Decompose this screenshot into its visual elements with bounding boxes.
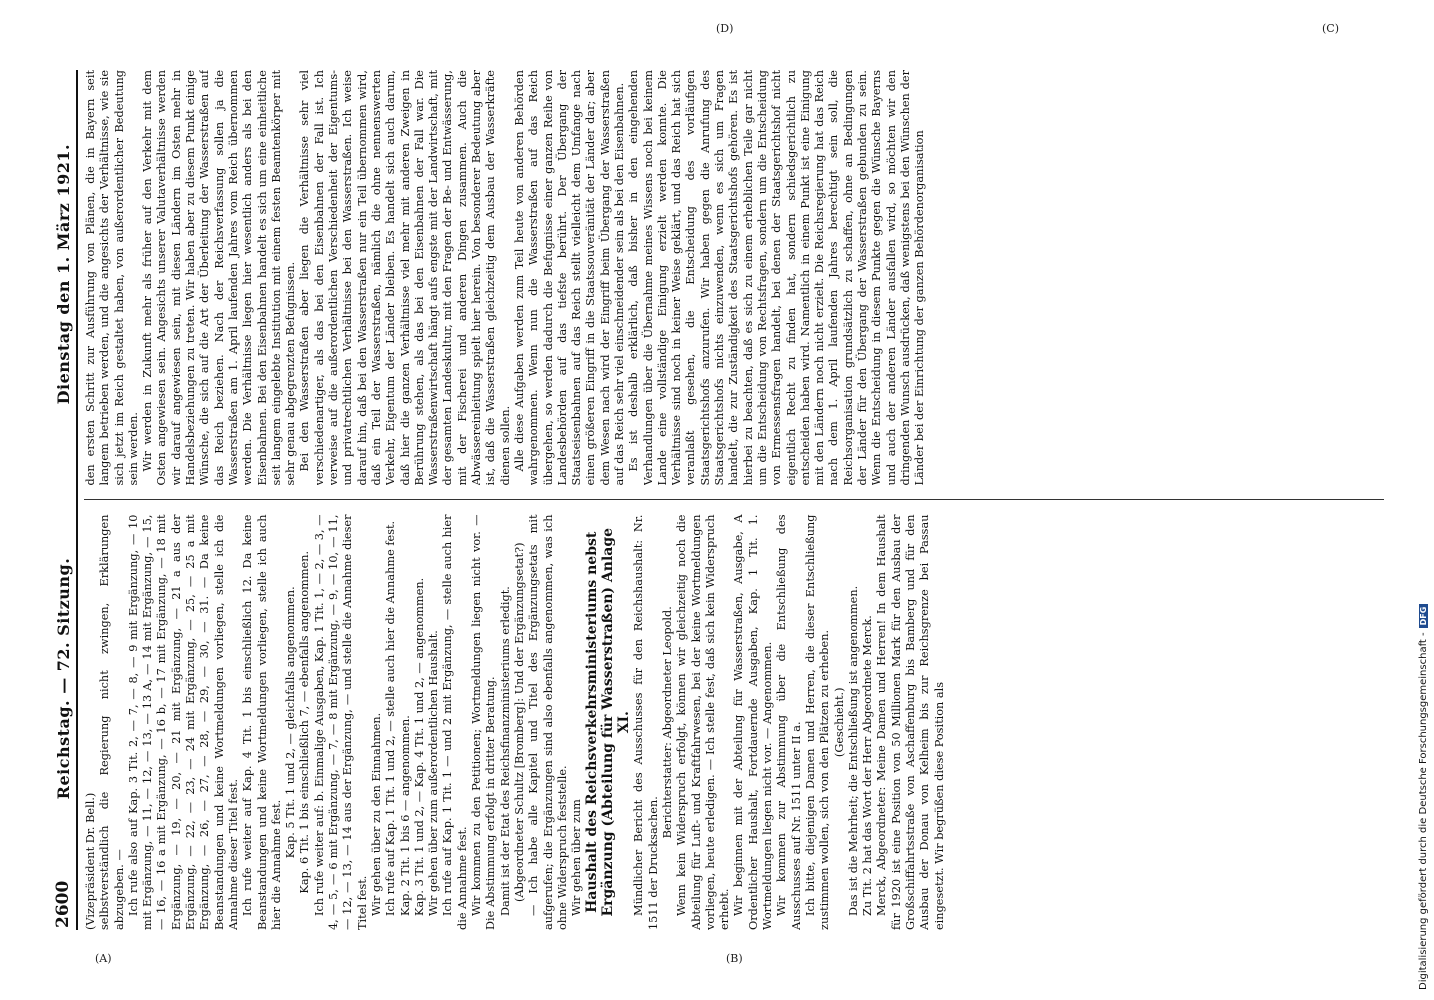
paragraph: Wir gehen über zum außerordentlichen Haushalt. xyxy=(427,630,441,916)
margin-mark-c: (C) xyxy=(1322,22,1339,35)
column-right xyxy=(84,70,1384,486)
interjection: (Abgeordneter Schultz [Bromberg]: Und der Ergänzungsetat?) xyxy=(512,542,526,903)
paragraph: Kap. 6 Tit. 1 bis einschließlich 7, — ebenfalls angenommen. xyxy=(298,550,312,894)
paragraph: Kap. 3 Tit. 1 und 2, — Kap. 4 Tit. 1 und 2, — angenommen. xyxy=(412,577,426,916)
paragraph: Wir gehen über zu den Einnahmen. xyxy=(369,712,383,916)
dfg-logo: DFG xyxy=(1419,604,1428,629)
paragraph: Wenn kein Widerspruch erfolgt, können wir gleichzeitig noch die Abteilung für Luft- und Kraftfahrwesen, bei der keine Wortmeldungen vorliegen, heute erledigen. — Ich stelle fest, daß sich kein Widerspruch erhebt. xyxy=(675,514,732,930)
paragraph: den ersten Schritt zur Ausführung von Plänen, die in Bayern seit langem betrieben werden, und die angesichts der Verhältnisse, wie sie sich jetzt im Reich gestaltet haben, von außerordentlicher Bedeutung sein werden. xyxy=(84,70,140,486)
column-left xyxy=(84,515,1384,931)
section-heading: Haushalt des Reichsverkehrsministeriums nebst Ergänzung (Abteilung für Wasserstraßen) Anlage XI. xyxy=(584,527,633,917)
page-header xyxy=(47,70,78,930)
paragraph: Ich rufe auf Kap. 1 Tit. 1 und 2, — stelle auch hier die Annahme fest. xyxy=(384,520,398,916)
header-left-title: Reichstag. — 72. Sitzung. xyxy=(54,557,73,800)
paragraph: Wir gehen über zum xyxy=(570,799,584,916)
paragraph: Wir werden in Zukunft mehr als früher auf den Verkehr mit dem Osten angewiesen sein. Angesichts unserer Valutaverhältnisse werden wir darauf angewiesen sein, mit diesen Ländern im Osten mehr in Handelsbeziehungen zu treten. Wir haben aber zu diesem Punkt einige Wünsche, die sich auf die Art der Überleitung der Wasserstraßen auf das Reich beziehen. Nach der Reichsverfassung sollen ja die Wasserstraßen am 1. April laufenden Jahres vom Reich übernommen werden. Die Verhältnisse liegen hier wesentlich anders als bei den Eisenbahnen. Bei den Eisenbahnen handelt es sich um eine einheitliche seit langem eingelebte Institution mit einem festen Beamtenkörper mit sehr genau abgegrenzten Befugnissen. xyxy=(141,70,298,486)
paragraph: selbstverständlich die Regierung nicht zwingen, Erklärungen abzugeben. — xyxy=(98,514,126,930)
paragraph: Das ist die Mehrheit; die Entschließung ist angenommen. xyxy=(846,585,860,916)
rotated-page xyxy=(47,60,1387,940)
paragraph: — Ich habe alle Kapitel und Titel des Ergänzungsetats mit aufgerufen; die Ergänzungen sind also ebenfalls angenommen, was ich ohne Widerspruch feststelle. xyxy=(527,514,569,930)
paragraph: Ich bitte, diejenigen Damen und Herren, die dieser Entschließung zustimmen wollen, sich von den Plätzen zu erheben. xyxy=(803,514,832,930)
page-number: 2600 xyxy=(53,880,73,928)
column-divider xyxy=(84,500,1384,501)
paragraph: Wir kommen zur Abstimmung über die Entschließung des Ausschusses auf Nr. 1511 unter II a. xyxy=(775,514,803,930)
text-columns xyxy=(84,70,1384,930)
paragraph: Zu Tit. 2 hat das Wort der Herr Abgeordnete Merck. xyxy=(861,615,875,916)
margin-mark-a: (A) xyxy=(95,952,112,965)
margin-mark-b: (B) xyxy=(726,952,743,965)
paragraph: Kap. 2 Tit. 1 bis 6 — angenommen. xyxy=(398,715,412,916)
paragraph: Damit ist der Etat des Reichsfinanzministeriums erledigt. xyxy=(498,586,512,916)
margin-mark-d: (D) xyxy=(716,22,734,35)
watermark-text: Digitalisierung gefördert durch die Deutsche Forschungsgemeinschaft - xyxy=(1417,632,1429,990)
paragraph: Es ist deshalb erklärlich, daß bisher in den eingehenden Verhandlungen über die Übernahme meines Wissens noch bei keinem Lande eine vollständige Einigung erzielt werden konnte. Die Verhältnisse sind noch in keiner Weise geklärt, und das Reich hat sich veranlaßt gesehen, die Entscheidung des vorläufigen Staatsgerichtshofs anzurufen. Wir haben gegen die Anrufung des Staatsgerichtshofs nichts einzuwenden, wenn es sich um Fragen handelt, die zur Zuständigkeit des Staatsgerichtshofs gehören. Es ist hierbei zu beachten, daß es sich zu einem erheblichen Teile gar nicht um die Entscheidung von Rechtsfragen, sondern um die Entscheidung von Ermessensfragen handelt, bei denen der Staatsgerichtshof nicht eigentlich Recht zu finden hat, sondern schiedsgerichtlich zu entscheiden haben wird. Namentlich in einem Punkt ist eine Einigung mit den Ländern noch nicht erzielt. Die Reichsregierung hat das Reich nach dem 1. April laufenden Jahres berechtigt sein soll, die Reichsorganisation grundsätzlich zu schaffen, ohne an Bedingungen der Länder für den Übergang der Wasserstraßen gebunden zu sein. Wenn die Entscheidung in diesem Punkte gegen die Wünsche Bayerns und auch der anderen Länder ausfallen wird, so möchten wir den dringenden Wunsch ausdrücken, daß wenigstens bei den Wünschen der Länder bei der Einrichtung der ganzen Behördenorganisation xyxy=(627,70,927,486)
digitization-watermark xyxy=(1416,10,1430,990)
paragraph: Ich rufe weiter auf: b. Einmalige Ausgaben, Kap. 1 Tit. 1, — 2, — 3, — 4, — 5, — 6 mit Ergänzung, — 7, — 8 mit Ergänzung, — 9, — 10, — 11, — 12, — 13, — 14 aus der Ergänzung, — und stelle die Annahme dieser Titel fest. xyxy=(312,514,369,930)
interjection: (Geschieht.) xyxy=(832,687,846,758)
reporter-line: Berichterstatter: Abgeordneter Leopold. xyxy=(660,606,674,839)
paragraph: Ich rufe also auf Kap. 3 Tit. 2, — 7, — 8, — 9 mit Ergänzung, — 10 mit Ergänzung, — 11, — 12, — 13, — 13 A, — 14 mit Ergänzung, — 15, — 16, — 16 a mit Ergänzung, — 16 b, — 17 mit Ergänzung, — 18 mit Ergänzung, — 19, — 20, — 21 mit Ergänzung, — 21 a aus der Ergänzung, — 22, — 23, — 24 mit Ergänzung, — 25, — 25 a mit Ergänzung, — 26, — 27, — 28, — 29, — 30, — 31. — Da keine Beanstandungen und keine Wortmeldungen vorliegen, stelle ich die Annahme dieser Titel fest. xyxy=(126,514,240,930)
header-date: Dienstag den 1. März 1921. xyxy=(54,143,73,405)
paragraph: Merck, Abgeordneter: Meine Damen und Herren! In dem Haushalt für 1920 ist eine Position von 50 Millionen Mark für den Ausbau der Großschiffahrtsstraße von Aschaffenburg bis Bamberg und für den Ausbau der Donau von Kelheim bis zur Reichsgrenze bei Passau eingesetzt. Wir begrüßen diese Position als xyxy=(875,514,946,930)
paragraph: Wir beginnen mit der Abteilung für Wasserstraßen, Ausgabe, A Ordentlicher Haushalt, Fortdauernde Ausgaben, Kap. 1 Tit. 1. Wortmeldungen liegen nicht vor. — Angenommen. xyxy=(732,514,775,930)
paragraph: Bei den Wasserstraßen aber liegen die Verhältnisse sehr viel verschiedenartiger, als das bei den Eisenbahnen der Fall ist. Ich verweise auf die außerordentlichen Verschiedenheit der Eigentums- und privatrechtlichen Verhältnisse bei den Wasserstraßen. Ich weise darauf hin, daß bei den Wasserstraßen nur ein Teil übernommen wird, daß ein Teil der Wasserstraßen, nämlich die ohne nennenswerten Verkehr, Eigentum der Länder bleiben. Es handelt sich auch darum, daß hier die ganzen Verhältnisse viel mehr mit anderen Zweigen in Berührung stehen, als das bei den Eisenbahnen der Fall war. Die Wasserstraßenwirtschaft hängt aufs engste mit der Landwirtschaft, mit der gesamten Landeskultur, mit den Fragen der Be- und Entwässerung, mit der Fischerei und anderen Dingen zusammen. Auch die Abwässereinleitung spielt hier herein. Von besonderer Bedeutung aber ist, daß die Wasserstraßen gleichzeitig dem Ausbau der Wasserkräfte dienen sollen. xyxy=(298,70,512,486)
paragraph: Ich rufe auf Kap. 1 Tit. 1 — und 2 mit Ergänzung, — stelle auch hier die Annahme fest. xyxy=(441,514,469,930)
paragraph: Wir kommen zu den Petitionen; Wortmeldungen liegen nicht vor. — Die Abstimmung erfolgt in dritter Beratung. xyxy=(470,514,498,930)
speaker-note: (Vizepräsident Dr. Bell.) xyxy=(84,792,97,930)
paragraph: Alle diese Aufgaben werden zum Teil heute von anderen Behörden wahrgenommen. Wenn nun die Wasserstraßen auf das Reich übergehen, so werden dadurch die Befugnisse einer ganzen Reihe von Landesbehörden auf das tiefste berührt. Der Übergang der Staatseisenbahnen auf das Reich stellt vielleicht dem Umfange nach einen größeren Eingriff in die Staatssouveränität der Länder dar; aber dem Wesen nach wird der Eingriff beim Übergang der Wasserstraßen auf das Reich sehr viel einschneidender sein als bei den Eisenbahnen. xyxy=(512,70,626,486)
paragraph: Mündlicher Bericht des Ausschusses für den Reichshaushalt: Nr. 1511 der Drucksachen. xyxy=(632,514,660,930)
paragraph: Kap. 5 Tit. 1 und 2, — gleichfalls angenommen. xyxy=(284,586,298,859)
paragraph: Ich rufe weiter auf Kap. 4 Tit. 1 bis einschließlich 12. Da keine Beanstandungen und keine Wortmeldungen vorliegen, stelle ich auch hier die Annahme fest. xyxy=(241,514,283,930)
